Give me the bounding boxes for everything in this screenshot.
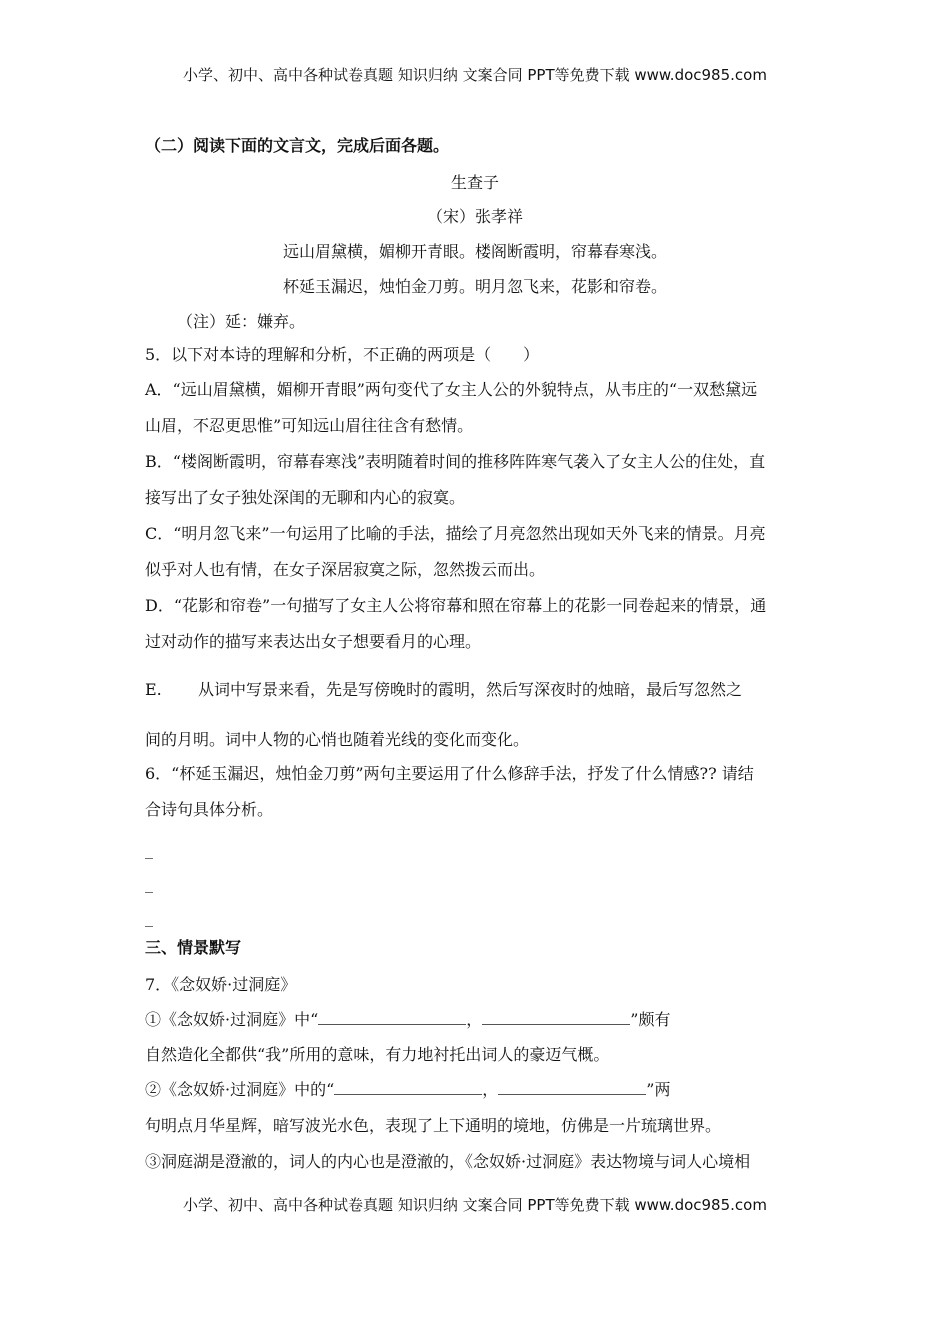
option-c: C．“明月忽飞来”一句运用了比喻的手法，描绘了月亮忽然出现如天外飞来的情景。月亮 — [145, 524, 766, 543]
poem-author: （宋）张孝祥 — [426, 207, 523, 226]
answer-line[interactable]: _ — [145, 874, 153, 893]
option-e: 从词中写景来看，先是写傍晚时的霞明，然后写深夜时的烛暗，最后写忽然之 — [198, 680, 743, 699]
answer-line[interactable]: _ — [145, 840, 153, 859]
question-7: 7．《念奴娇·过洞庭》 — [145, 975, 297, 994]
page-footer: 小学、初中、高中各种试卷真题 知识归纳 文案合同 PPT等免费下载 www.doc985.com — [183, 1196, 767, 1214]
option-e-cont: 间的月明。词中人物的心悄也随着光线的变化而变化。 — [145, 730, 530, 749]
question-7-item-2-cont: 句明点月华星辉，暗写波光水色，表现了上下通明的境地，仿佛是一片琉璃世界。 — [145, 1116, 722, 1135]
question-7-item-3: ③洞庭湖是澄澈的，词人的内心也是澄澈的，《念奴娇·过洞庭》表达物境与词人心境相 — [145, 1152, 751, 1171]
option-b: B．“楼阁断霞明，帘幕春寒浅”表明随着时间的推移阵阵寒气袭入了女主人公的住处，直 — [145, 452, 766, 471]
item-text: ②《念奴娇·过洞庭》中的“ — [145, 1080, 335, 1099]
option-a: A．“远山眉黛横，媚柳开青眼”两句变代了女主人公的外貌特点，从韦庄的“一双愁黛远 — [145, 380, 758, 399]
question-7-item-2 — [145, 1080, 670, 1100]
page-header: 小学、初中、高中各种试卷真题 知识归纳 文案合同 PPT等免费下载 www.doc985.com — [183, 66, 767, 84]
question-6: 6．“杯延玉漏迟，烛怕金刀剪”两句主要运用了什么修辞手法，抒发了什么情感?? 请结 — [145, 764, 754, 783]
item-text: ”颇有 — [630, 1010, 671, 1029]
poem-note: （注）延：嫌弃。 — [177, 312, 306, 331]
comma: ， — [482, 1080, 499, 1099]
question-7-item-1-cont: 自然造化全都供“我”所用的意味，有力地衬托出词人的豪迈气概。 — [145, 1045, 610, 1064]
fill-blank[interactable] — [482, 1010, 630, 1025]
option-d: D．“花影和帘卷”一句描写了女主人公将帘幕和照在帘幕上的花影一同卷起来的情景，通 — [145, 596, 767, 615]
option-b-cont: 接写出了女子独处深闺的无聊和内心的寂寞。 — [145, 488, 466, 507]
poem-line: 杯延玉漏迟，烛怕金刀剪。明月忽飞来，花影和帘卷。 — [282, 277, 667, 296]
option-a-cont: 山眉，不忍更思惟”可知远山眉往往含有愁情。 — [145, 416, 474, 435]
section-heading: 三、情景默写 — [145, 938, 242, 957]
fill-blank[interactable] — [498, 1080, 646, 1095]
item-text: ”两 — [646, 1080, 671, 1099]
option-d-cont: 过对动作的描写来表达出女子想要看月的心理。 — [145, 632, 482, 651]
option-c-cont: 似乎对人也有情，在女子深居寂寞之际，忽然拨云而出。 — [145, 560, 546, 579]
poem-line: 远山眉黛横，媚柳开青眼。楼阁断霞明，帘幕春寒浅。 — [282, 242, 667, 261]
comma: ， — [466, 1010, 483, 1029]
fill-blank[interactable] — [334, 1080, 482, 1095]
option-e-label: E. — [145, 680, 162, 699]
question-7-item-1 — [145, 1010, 670, 1030]
section-heading: （二）阅读下面的文言文，完成后面各题。 — [145, 136, 450, 155]
poem-title: 生查子 — [450, 173, 499, 192]
fill-blank[interactable] — [318, 1010, 466, 1025]
item-text: ①《念奴娇·过洞庭》中“ — [145, 1010, 319, 1029]
question-6-cont: 合诗句具体分析。 — [145, 800, 274, 819]
question-5: 5．以下对本诗的理解和分析，不正确的两项是（ ） — [145, 345, 540, 364]
answer-line[interactable]: _ — [145, 908, 153, 927]
